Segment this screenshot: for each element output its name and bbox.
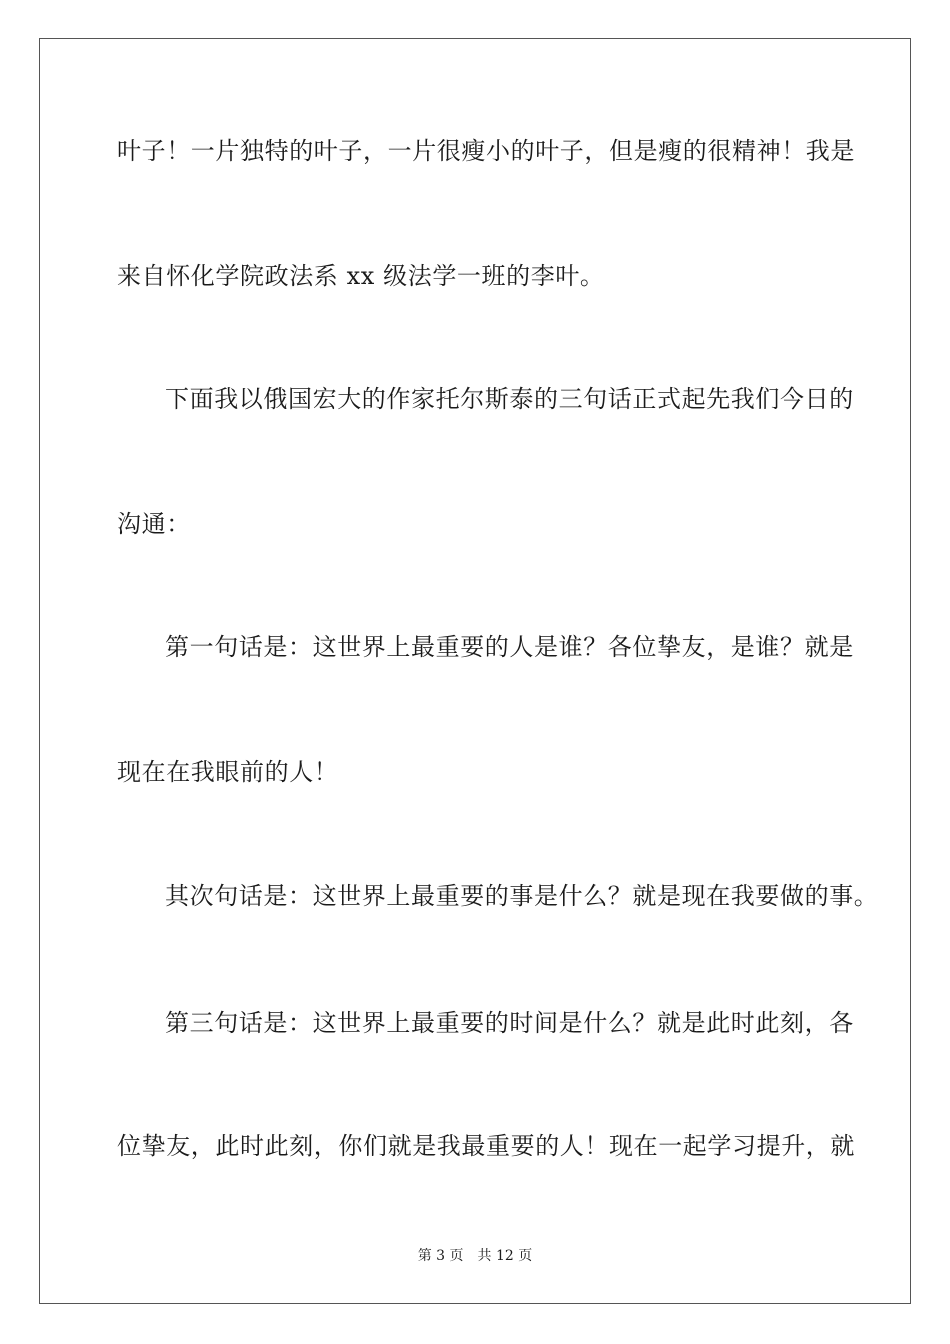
body-text-line-8: 第三句话是：这世界上最重要的时间是什么？就是此时此刻，各 [165, 1009, 854, 1037]
body-text-line-3: 下面我以俄国宏大的作家托尔斯泰的三句话正式起先我们今日的 [165, 385, 854, 413]
page-footer [0, 1247, 950, 1265]
body-text-line-7: 其次句话是：这世界上最重要的事是什么？就是现在我要做的事。 [165, 882, 879, 910]
page-number: 第 3 页 [417, 1248, 464, 1264]
body-text-line-1: 叶子！一片独特的叶子，一片很瘦小的叶子，但是瘦的很精神！我是 [117, 137, 855, 165]
page-frame [39, 38, 911, 1304]
body-text-line-6: 现在在我眼前的人！ [117, 758, 339, 786]
body-text-line-4: 沟通： [117, 510, 191, 538]
body-text-line-5: 第一句话是：这世界上最重要的人是谁？各位挚友，是谁？就是 [165, 633, 854, 661]
body-text-line-9: 位挚友，此时此刻，你们就是我最重要的人！现在一起学习提升，就 [117, 1132, 855, 1160]
page-total: 共 12 页 [477, 1248, 533, 1264]
body-text-line-2: 来自怀化学院政法系 xx 级法学一班的李叶。 [117, 262, 605, 290]
